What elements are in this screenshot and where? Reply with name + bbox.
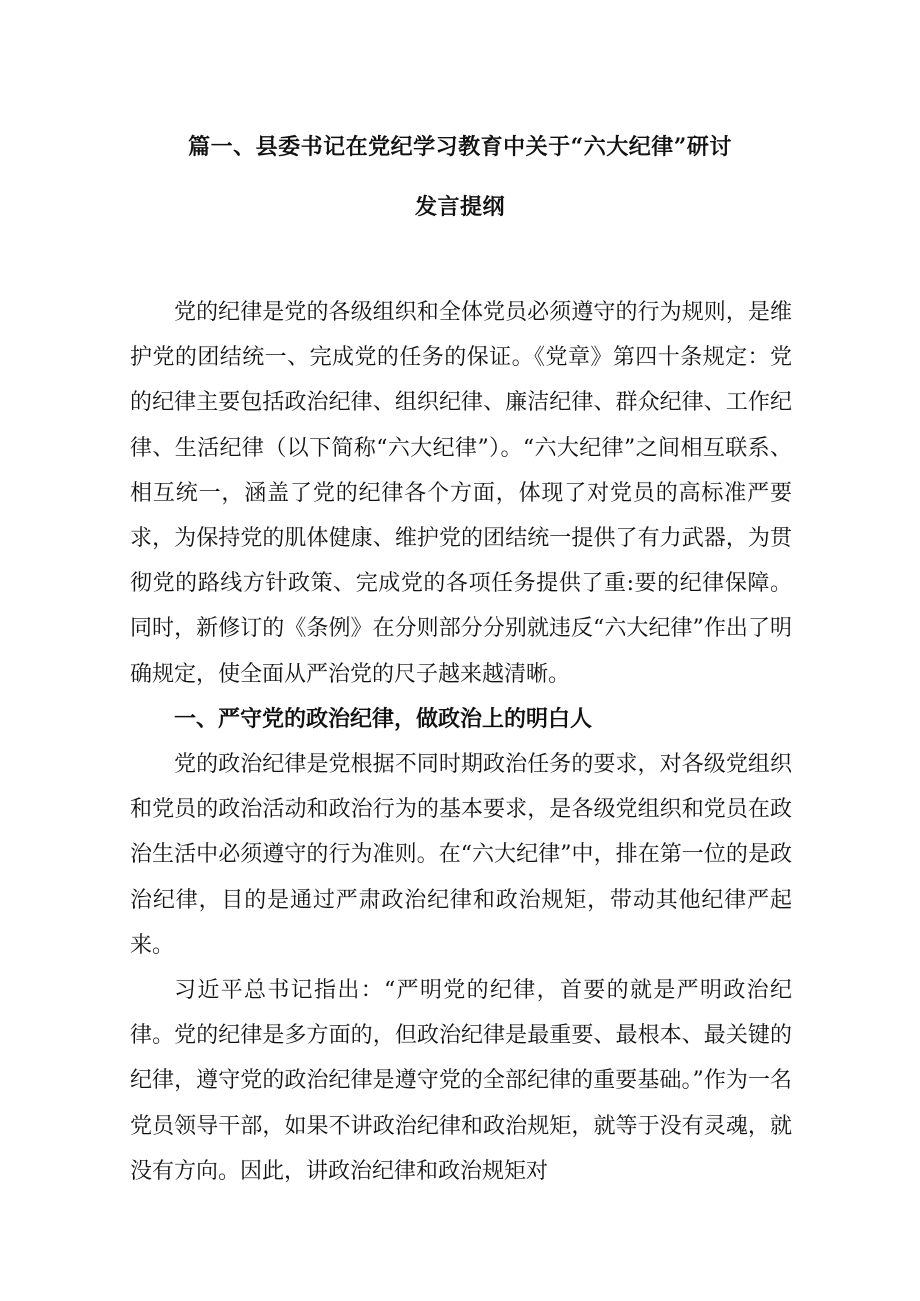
- body-paragraph: 习近平总书记指出：“严明党的纪律，首要的就是严明政治纪律。党的纪律是多方面的，但政治纪律是最重要、最根本、最关键的纪律，遵守党的政治纪律是遵守党的全部纪律的重要基础。”作为一名党员领导干部，如果不讲政治纪律和政治规矩，就等于没有灵魂，就没有方向。因此，讲政治纪律和政治规矩对: [130, 978, 792, 1184]
- document-body: [130, 290, 792, 1194]
- intro-paragraph: 党的纪律是党的各级组织和全体党员必须遵守的行为规则，是维护党的团结统一、完成党的任务的保证。《党章》第四十条规定：党的纪律主要包括政治纪律、组织纪律、廉洁纪律、群众纪律、工作纪律、生活纪律（以下简称“六大纪律”）。“六大纪律”之间相互联系、相互统一，涵盖了党的纪律各个方面，体现了对党员的高标准严要求，为保持党的肌体健康、维护党的团结统一提供了有力武器，为贯彻党的路线方针政策、完成党的各项任务提供了重:要的纪律保障。同时，新修订的《条例》在分则部分分别就违反“六大纪律”作出了明确规定，使全面从严治党的尺子越来越清晰。: [130, 300, 792, 687]
- section-heading: 一、严守党的政治纪律，做政治上的明白人: [174, 705, 593, 732]
- document-title-line-2: 发言提纲: [414, 194, 505, 220]
- body-paragraph: 党的政治纪律是党根据不同时期政治任务的要求，对各级党组织和党员的政治活动和政治行为的基本要求，是各级党组织和党员在政治生活中必须遵守的行为准则。在“六大纪律”中，排在第一位的是政治纪律，目的是通过严肃政治纪律和政治规矩，带动其他纪律严起来。: [130, 752, 792, 958]
- document-title-line-1: 篇一、县委书记在党纪学习教育中关于“六大纪律”研讨: [188, 134, 732, 160]
